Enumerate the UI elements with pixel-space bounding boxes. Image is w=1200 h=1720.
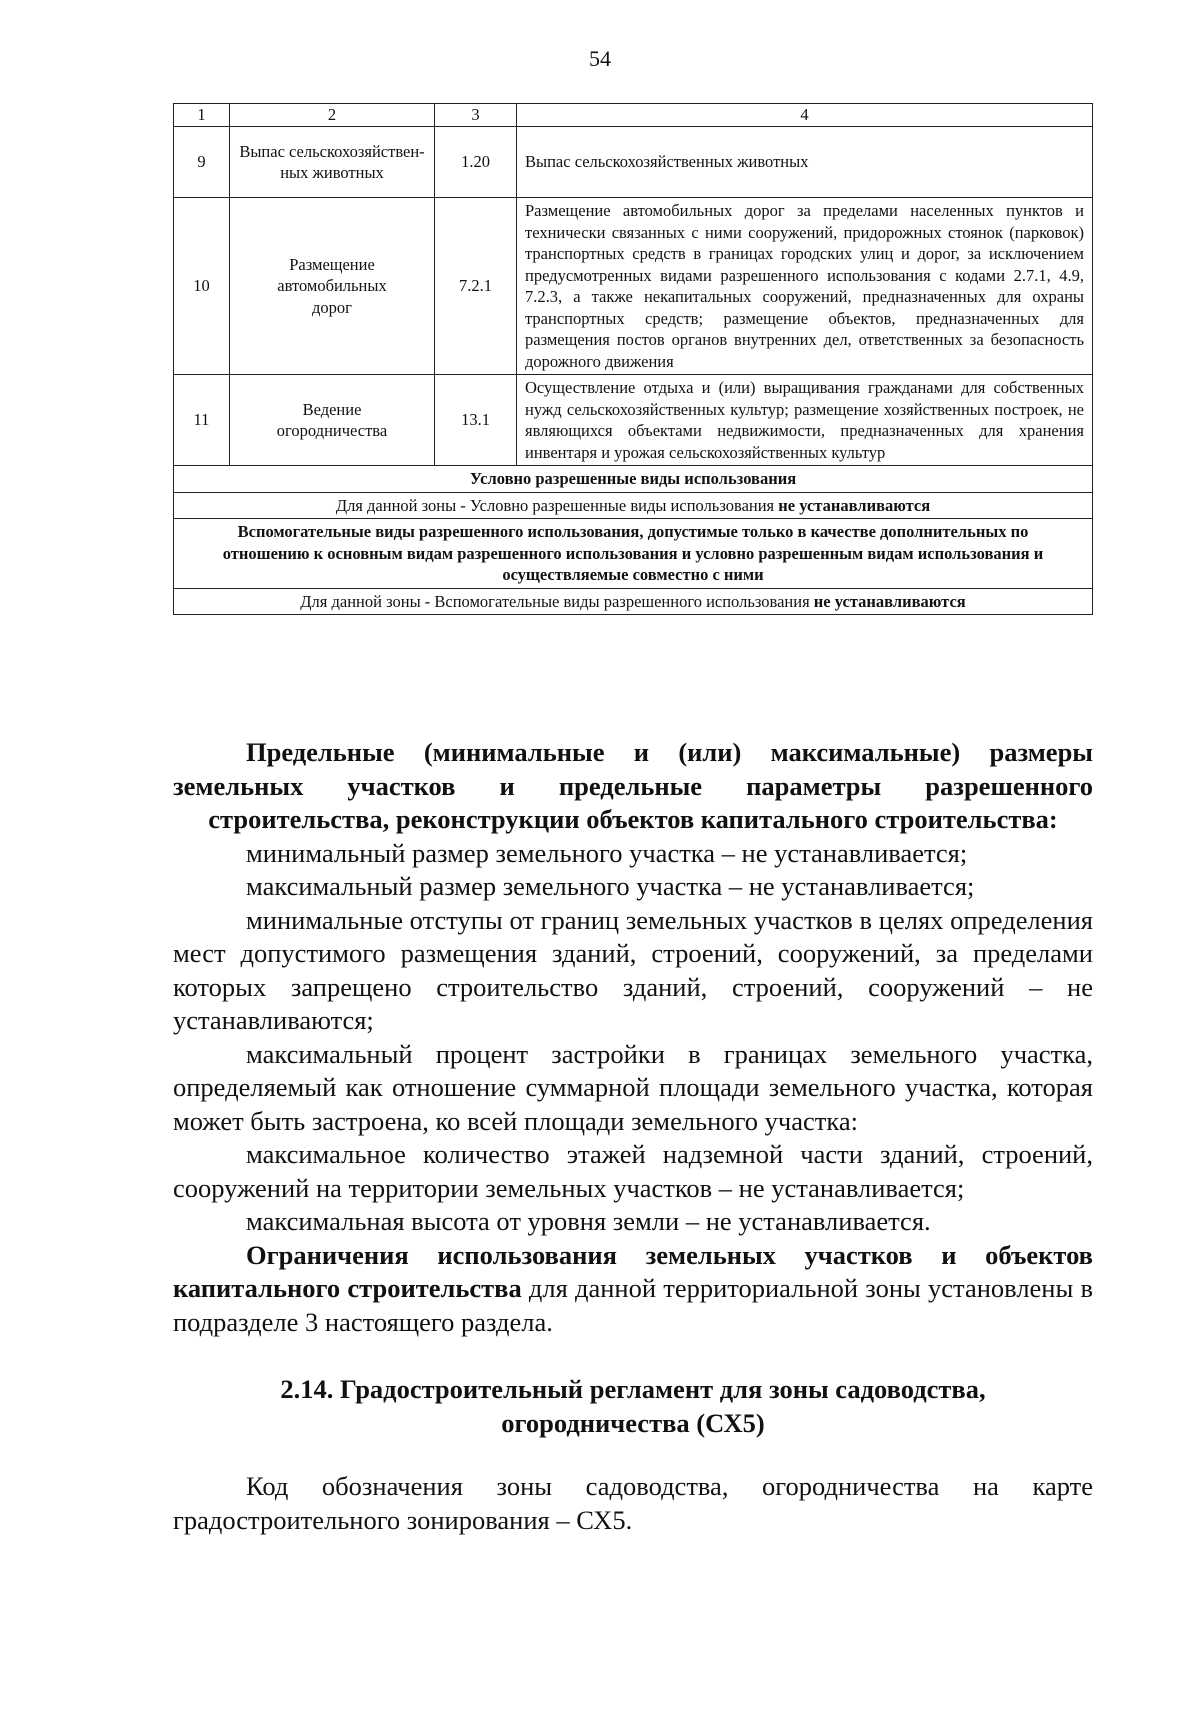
auxiliary-uses-note — [174, 588, 1093, 615]
conditional-note-text: Для данной зоны - Условно разрешенные виды использования — [335, 495, 779, 515]
limit-item: максимальная высота от уровня земли – не устанавливается. — [246, 1206, 931, 1236]
table-row — [174, 198, 1093, 375]
conditional-uses-note — [174, 492, 1093, 519]
auxiliary-note-row — [174, 588, 1093, 615]
limit-item: максимальный процент застройки в границах земельного участка, определяемый как отношение суммарной площади земельного участка, которая может быть застроена, ко всей площади земельного участка: — [173, 1038, 1093, 1136]
row-number: 10 — [174, 198, 230, 375]
regulation-text — [173, 736, 1093, 1537]
use-description: Размещение автомобильных дорог за пределами населенных пунктов и технически связанных с ними сооружений, придорожных стоянок (парковок) транспортных средств в границах городских улиц и дорог, за исключением предусмотренных видами разрешенного использования с кодами 2.7.1, 4.9, 7.2.3, а также некапитальных сооружений, предназначенных для охраны транспортных средств; размещение объектов, предназначенных для размещения постов органов внутренних дел, ответственных за безопасность дорожного движения — [517, 198, 1093, 375]
restrictions-bold: Ограничения использования земельных участков и объектов капитального строительства — [173, 1239, 1093, 1303]
zone-code-paragraph: Код обозначения зоны садоводства, огородничества на карте градостроительного зонирования – СХ5. — [173, 1471, 1093, 1535]
auxiliary-note-bold: не устанавливаются — [813, 591, 966, 611]
land-use-table — [173, 103, 1093, 615]
use-description: Осуществление отдыха и (или) выращивания гражданами для собственных нужд сельскохозяйственных культур; размещение хозяйственных построек, не являющихся объектами недвижимости, предназначенных для хранения инвентаря и урожая сельскохозяйственных культур — [517, 375, 1093, 466]
row-number: 11 — [174, 375, 230, 466]
table-row — [174, 127, 1093, 198]
table-header-cell: 2 — [230, 104, 435, 127]
table-header-cell: 1 — [174, 104, 230, 127]
conditional-uses-header: Условно разрешенные виды использования — [174, 466, 1093, 493]
use-name: Выпас сельскохозяйствен-ных животных — [230, 127, 435, 198]
use-description: Выпас сельскохозяйственных животных — [517, 127, 1093, 198]
use-name: Размещение автомобильных дорог — [230, 198, 435, 375]
use-code: 1.20 — [435, 127, 517, 198]
limits-heading: Предельные (минимальные и (или) максимальные) размеры земельных участков и предельные параметры разрешенного строительства, реконструкции объектов капитального строительства: — [173, 737, 1093, 834]
row-number: 9 — [174, 127, 230, 198]
use-name: Ведение огородничества — [230, 375, 435, 466]
limit-item: минимальный размер земельного участка – не устанавливается; — [246, 837, 968, 868]
page-number: 54 — [589, 46, 611, 71]
table-row — [174, 375, 1093, 466]
table-header-cell: 4 — [517, 104, 1093, 127]
use-code: 7.2.1 — [435, 198, 517, 375]
use-code: 13.1 — [435, 375, 517, 466]
auxiliary-note-text: Для данной зоны - Вспомогательные виды разрешенного использования — [300, 591, 814, 611]
restrictions-text: для данной территориальной зоны установлены в подразделе 3 настоящего раздела. — [173, 1273, 1093, 1337]
conditional-note-bold: не устанавливаются — [778, 495, 931, 515]
restrictions-paragraph — [173, 1239, 1093, 1340]
auxiliary-uses-header: Вспомогательные виды разрешенного использования, допустимые только в качестве дополнительных по отношению к основным видам разрешенного использования и условно разрешенным видам использования и осуществляемые совместно с ними — [174, 519, 1093, 589]
limit-item: максимальный размер земельного участка – не устанавливается; — [246, 871, 975, 901]
conditional-note-row — [174, 492, 1093, 519]
table-header-row — [174, 104, 1093, 127]
section-title: 2.14. Градостроительный регламент для зоны садоводства, огородничества (СХ5) — [280, 1374, 986, 1438]
conditional-header-row — [174, 466, 1093, 493]
table-header-cell: 3 — [435, 104, 517, 127]
limit-item: минимальные отступы от границ земельных участков в целях определения мест допустимого размещения зданий, строений, сооружений, за пределами которых запрещено строительство зданий, строений, сооружений – не устанавливаются; — [173, 904, 1093, 1035]
auxiliary-header-row — [174, 519, 1093, 589]
limit-item: максимальное количество этажей надземной части зданий, строений, сооружений на территории земельных участков – не устанавливается; — [173, 1139, 1093, 1203]
